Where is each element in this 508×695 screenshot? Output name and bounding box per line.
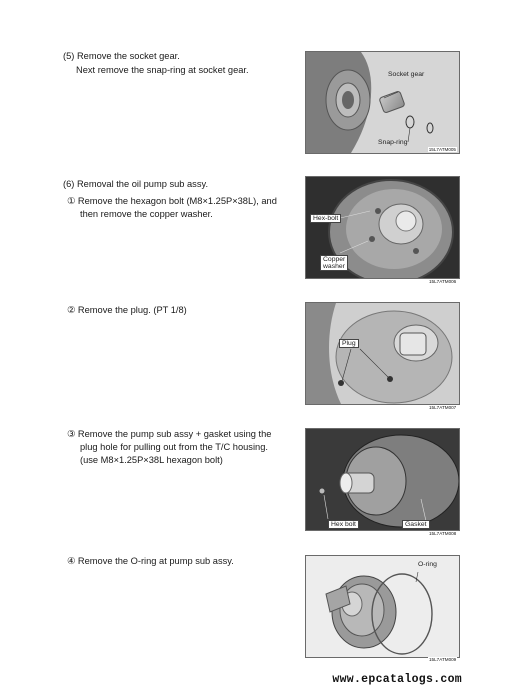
figure-code: 15L7ATM009 [429,657,457,662]
callout-washer: washer [323,263,345,270]
callout-hex-bolt: Hex bolt [328,520,359,529]
step-6-i-line-2: then remove the copper washer. [80,209,213,219]
plug-photo [306,303,459,404]
o-ring-photo [306,556,459,657]
callout-copper-washer [320,255,348,271]
step-6-iii-line-3: (use M8×1.25P×38L hexagon bolt) [80,455,223,465]
figure-code: 15L7ATM008 [429,531,457,536]
step-6-iii-line-2: plug hole for pulling out from the T/C housing. [80,442,268,452]
footer-watermark: www.epcatalogs.com [332,673,462,686]
callout-o-ring: O-ring [418,561,437,568]
figure-o-ring [305,555,460,658]
figure-code: 15L7ATM007 [429,405,457,410]
callout-gasket: Gasket [402,520,430,529]
callout-snap-ring: Snap-ring [378,139,408,146]
step-6-ii-line-1: ② Remove the plug. (PT 1/8) [67,305,187,315]
callout-plug: Plug [339,339,359,348]
callout-copper: Copper [323,256,346,263]
figure-code: 15L7ATM005 [428,147,456,152]
callout-socket-gear: Socket gear [388,71,425,78]
figure-code: 15L7ATM006 [429,279,457,284]
figure-plug [305,302,460,405]
step-6-iii-line-1: ③ Remove the pump sub assy + gasket using the [67,429,272,439]
figure-pump-gasket [305,428,460,531]
step-5-line-1: (5) Remove the socket gear. [63,51,180,61]
step-6-iv-line-1: ④ Remove the O-ring at pump sub assy. [67,556,234,566]
pump-gasket-photo [306,429,459,530]
figure-hex-bolt-washer [305,176,460,279]
step-6-i-line-1: ① Remove the hexagon bolt (M8×1.25P×38L), and [67,196,277,206]
figure-socket-gear [305,51,460,154]
callout-hex-bolt: Hex-bolt [310,214,341,223]
step-5-line-2: Next remove the snap-ring at socket gear. [76,65,249,75]
step-6-heading: (6) Removal the oil pump sub assy. [63,179,209,189]
socket-gear-photo [306,52,459,153]
